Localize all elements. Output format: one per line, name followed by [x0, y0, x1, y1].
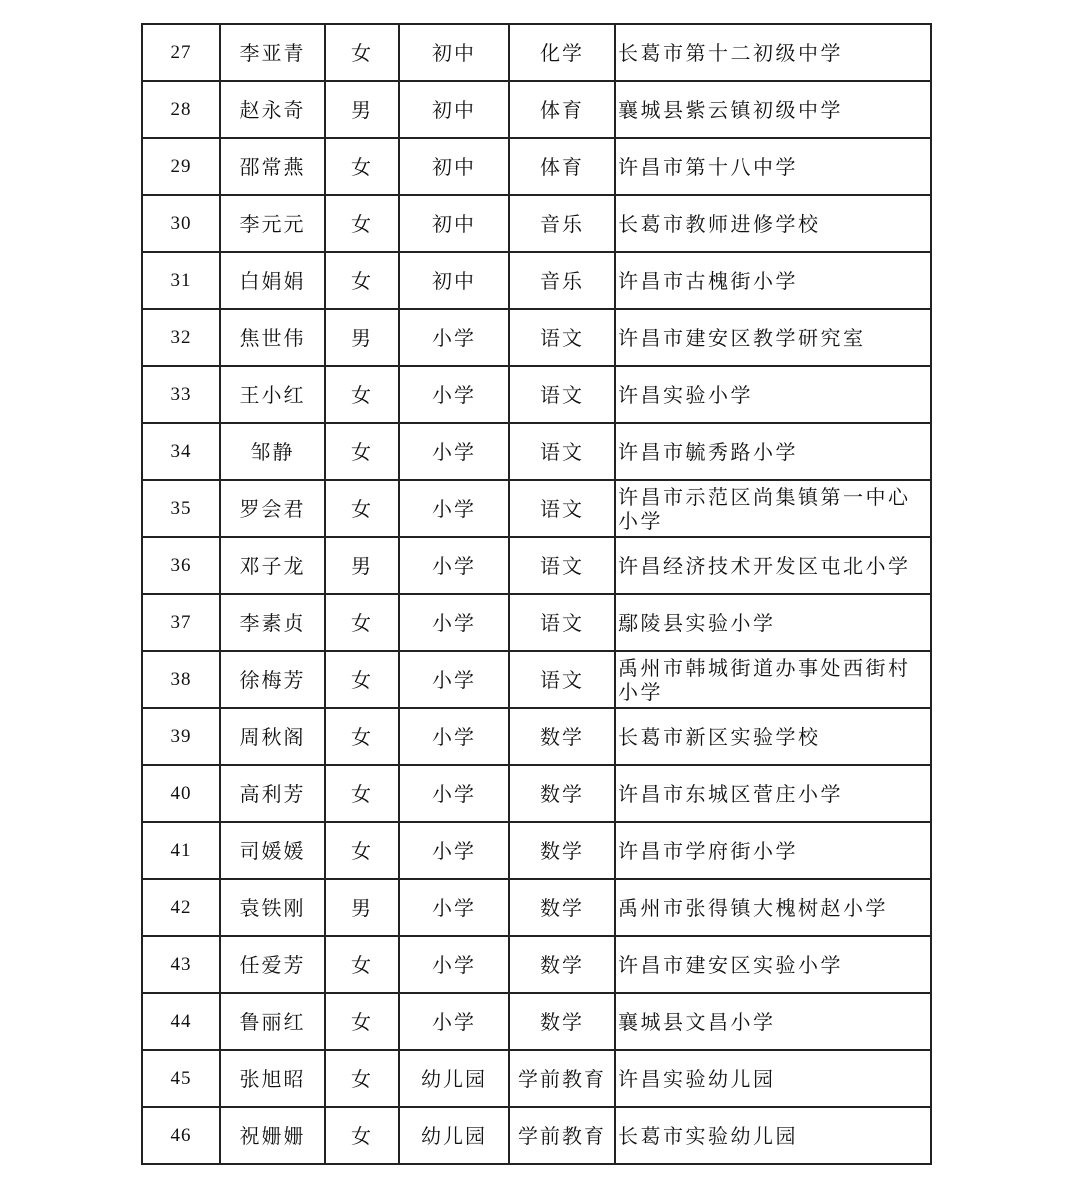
school-level-cell: 幼儿园 — [399, 1050, 509, 1107]
table-row — [142, 1107, 931, 1164]
table-row — [142, 765, 931, 822]
gender-cell: 男 — [325, 879, 399, 936]
table-row — [142, 366, 931, 423]
subject-cell: 语文 — [509, 537, 615, 594]
teacher-name-cell: 李元元 — [220, 195, 325, 252]
school-name-cell: 禹州市韩城街道办事处西街村小学 — [615, 651, 931, 708]
school-name-cell: 许昌市示范区尚集镇第一中心小学 — [615, 480, 931, 537]
table-row — [142, 936, 931, 993]
teacher-name-cell: 邵常燕 — [220, 138, 325, 195]
roster-body — [142, 24, 931, 1164]
subject-cell: 体育 — [509, 81, 615, 138]
teacher-name-cell: 张旭昭 — [220, 1050, 325, 1107]
table-row — [142, 252, 931, 309]
school-level-cell: 小学 — [399, 993, 509, 1050]
school-name-cell: 许昌实验幼儿园 — [615, 1050, 931, 1107]
teacher-name-cell: 鲁丽红 — [220, 993, 325, 1050]
school-level-cell: 初中 — [399, 81, 509, 138]
subject-cell: 音乐 — [509, 195, 615, 252]
subject-cell: 体育 — [509, 138, 615, 195]
teacher-name-cell: 邹静 — [220, 423, 325, 480]
row-number-cell: 40 — [142, 765, 220, 822]
subject-cell: 语文 — [509, 309, 615, 366]
gender-cell: 女 — [325, 651, 399, 708]
gender-cell: 女 — [325, 594, 399, 651]
subject-cell: 学前教育 — [509, 1107, 615, 1164]
gender-cell: 女 — [325, 765, 399, 822]
teacher-name-cell: 王小红 — [220, 366, 325, 423]
row-number-cell: 31 — [142, 252, 220, 309]
school-name-cell: 长葛市教师进修学校 — [615, 195, 931, 252]
table-row — [142, 1050, 931, 1107]
gender-cell: 女 — [325, 993, 399, 1050]
row-number-cell: 46 — [142, 1107, 220, 1164]
school-name-cell: 许昌实验小学 — [615, 366, 931, 423]
school-name-cell: 许昌市毓秀路小学 — [615, 423, 931, 480]
subject-cell: 音乐 — [509, 252, 615, 309]
gender-cell: 女 — [325, 138, 399, 195]
subject-cell: 数学 — [509, 936, 615, 993]
school-name-cell: 许昌市古槐街小学 — [615, 252, 931, 309]
teacher-name-cell: 任爱芳 — [220, 936, 325, 993]
row-number-cell: 41 — [142, 822, 220, 879]
school-name-cell: 鄢陵县实验小学 — [615, 594, 931, 651]
teacher-name-cell: 袁铁刚 — [220, 879, 325, 936]
row-number-cell: 32 — [142, 309, 220, 366]
school-level-cell: 初中 — [399, 252, 509, 309]
teacher-name-cell: 高利芳 — [220, 765, 325, 822]
row-number-cell: 27 — [142, 24, 220, 81]
gender-cell: 女 — [325, 936, 399, 993]
school-level-cell: 小学 — [399, 879, 509, 936]
gender-cell: 女 — [325, 1107, 399, 1164]
table-row — [142, 81, 931, 138]
table-row — [142, 879, 931, 936]
school-name-cell: 襄城县文昌小学 — [615, 993, 931, 1050]
subject-cell: 化学 — [509, 24, 615, 81]
school-name-cell: 禹州市张得镇大槐树赵小学 — [615, 879, 931, 936]
row-number-cell: 30 — [142, 195, 220, 252]
gender-cell: 女 — [325, 24, 399, 81]
subject-cell: 语文 — [509, 480, 615, 537]
gender-cell: 女 — [325, 366, 399, 423]
table-row — [142, 822, 931, 879]
table-row — [142, 138, 931, 195]
school-name-cell: 长葛市新区实验学校 — [615, 708, 931, 765]
school-level-cell: 小学 — [399, 708, 509, 765]
school-name-cell: 长葛市实验幼儿园 — [615, 1107, 931, 1164]
gender-cell: 女 — [325, 480, 399, 537]
teacher-name-cell: 焦世伟 — [220, 309, 325, 366]
school-name-cell: 许昌市学府街小学 — [615, 822, 931, 879]
school-level-cell: 小学 — [399, 309, 509, 366]
row-number-cell: 29 — [142, 138, 220, 195]
school-level-cell: 初中 — [399, 138, 509, 195]
gender-cell: 女 — [325, 252, 399, 309]
school-name-cell: 许昌市建安区实验小学 — [615, 936, 931, 993]
school-level-cell: 小学 — [399, 765, 509, 822]
table-row — [142, 195, 931, 252]
row-number-cell: 35 — [142, 480, 220, 537]
gender-cell: 男 — [325, 309, 399, 366]
gender-cell: 女 — [325, 822, 399, 879]
school-level-cell: 小学 — [399, 594, 509, 651]
table-row — [142, 480, 931, 537]
table-row — [142, 651, 931, 708]
school-level-cell: 小学 — [399, 537, 509, 594]
gender-cell: 女 — [325, 1050, 399, 1107]
teacher-name-cell: 司媛媛 — [220, 822, 325, 879]
subject-cell: 数学 — [509, 879, 615, 936]
school-name-cell: 长葛市第十二初级中学 — [615, 24, 931, 81]
gender-cell: 男 — [325, 537, 399, 594]
subject-cell: 语文 — [509, 651, 615, 708]
gender-cell: 男 — [325, 81, 399, 138]
table-row — [142, 423, 931, 480]
teacher-name-cell: 赵永奇 — [220, 81, 325, 138]
school-level-cell: 初中 — [399, 195, 509, 252]
subject-cell: 语文 — [509, 366, 615, 423]
row-number-cell: 28 — [142, 81, 220, 138]
subject-cell: 数学 — [509, 708, 615, 765]
table-row — [142, 594, 931, 651]
table-row — [142, 309, 931, 366]
teacher-name-cell: 罗会君 — [220, 480, 325, 537]
subject-cell: 数学 — [509, 765, 615, 822]
school-level-cell: 小学 — [399, 822, 509, 879]
subject-cell: 学前教育 — [509, 1050, 615, 1107]
row-number-cell: 38 — [142, 651, 220, 708]
row-number-cell: 43 — [142, 936, 220, 993]
subject-cell: 语文 — [509, 423, 615, 480]
row-number-cell: 39 — [142, 708, 220, 765]
table-row — [142, 708, 931, 765]
school-level-cell: 小学 — [399, 366, 509, 423]
teacher-name-cell: 邓子龙 — [220, 537, 325, 594]
subject-cell: 语文 — [509, 594, 615, 651]
table-row — [142, 537, 931, 594]
subject-cell: 数学 — [509, 822, 615, 879]
gender-cell: 女 — [325, 195, 399, 252]
teacher-name-cell: 周秋阁 — [220, 708, 325, 765]
school-level-cell: 小学 — [399, 423, 509, 480]
school-level-cell: 初中 — [399, 24, 509, 81]
school-name-cell: 许昌市第十八中学 — [615, 138, 931, 195]
table-row — [142, 993, 931, 1050]
school-level-cell: 幼儿园 — [399, 1107, 509, 1164]
school-name-cell: 许昌市建安区教学研究室 — [615, 309, 931, 366]
school-level-cell: 小学 — [399, 936, 509, 993]
row-number-cell: 37 — [142, 594, 220, 651]
school-level-cell: 小学 — [399, 480, 509, 537]
school-name-cell: 许昌经济技术开发区屯北小学 — [615, 537, 931, 594]
row-number-cell: 45 — [142, 1050, 220, 1107]
teacher-roster-table — [141, 23, 932, 1165]
school-name-cell: 襄城县紫云镇初级中学 — [615, 81, 931, 138]
school-level-cell: 小学 — [399, 651, 509, 708]
teacher-name-cell: 祝姗姗 — [220, 1107, 325, 1164]
gender-cell: 女 — [325, 708, 399, 765]
teacher-name-cell: 白娟娟 — [220, 252, 325, 309]
school-name-cell: 许昌市东城区菅庄小学 — [615, 765, 931, 822]
subject-cell: 数学 — [509, 993, 615, 1050]
row-number-cell: 33 — [142, 366, 220, 423]
teacher-name-cell: 李亚青 — [220, 24, 325, 81]
row-number-cell: 42 — [142, 879, 220, 936]
table-row — [142, 24, 931, 81]
row-number-cell: 34 — [142, 423, 220, 480]
teacher-name-cell: 徐梅芳 — [220, 651, 325, 708]
row-number-cell: 44 — [142, 993, 220, 1050]
gender-cell: 女 — [325, 423, 399, 480]
row-number-cell: 36 — [142, 537, 220, 594]
teacher-name-cell: 李素贞 — [220, 594, 325, 651]
